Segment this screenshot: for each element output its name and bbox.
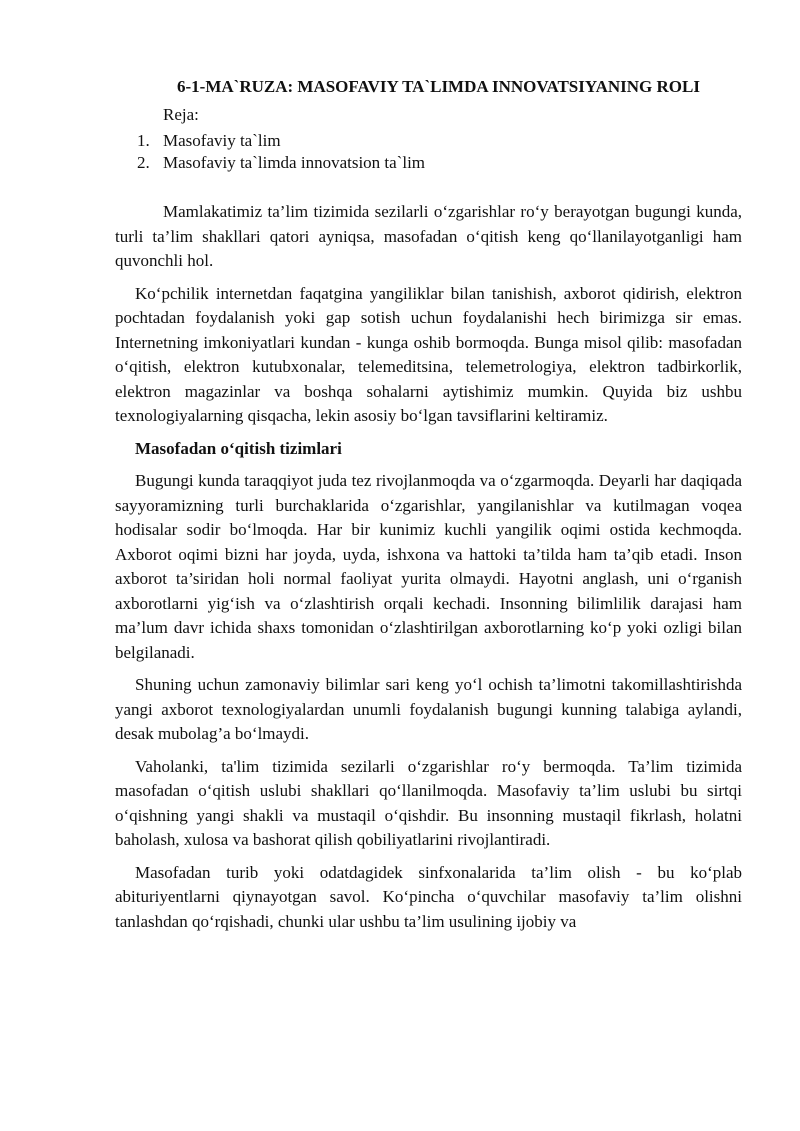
paragraph-progress: Bugungi kunda taraqqiyot juda tez rivojlanmoqda va o‘zgarmoqda. Deyarli har daqiqada sayyoramizning turli burchaklarida o‘zgarishlar, yangilanishlar va kutilmagan voqea hodisalar sodir bo‘lmoqda. Har bir kunimiz kuchli yangilik oqimi ostida kechmoqda. Axborot oqimi bizni har joyda, uyda, ishxona va hattoki ta’tilda ham ta’qib etadi. Inson axborot ta’siridan holi normal faoliyat yurita olmaydi. Hayotni anglash, uni o‘rganish axborotlarni yig‘ish va o‘zlashtirish orqali kechadi. Insonning bilimlilik darajasi ham ma’lum davr ichida shaxs tomonidan o‘zlashtirilgan axborotlarning ko‘p yoki ozligi bilan belgilanadi.: [115, 471, 742, 662]
paragraph-intro: Mamlakatimiz ta’lim tizimida sezilarli o‘zgarishlar ro‘y berayotgan bugungi kunda, turli ta’lim shakllari qatori ayniqsa, masofadan o‘qitish keng qo‘llanilayotganligi ham quvonchli hol.: [115, 202, 742, 270]
plan-item: [115, 130, 742, 152]
plan-item: [115, 152, 742, 174]
document-title: 6-1-MA`RUZA: MASOFAVIY TA`LIMDA INNOVATSIYANING ROLI: [177, 77, 700, 96]
plan-item-text: Masofaviy ta`lim: [163, 131, 281, 150]
plan-label: Reja:: [163, 105, 199, 124]
paragraph-distance-choice: Masofadan turib yoki odatdagidek sinfxonalarida ta’lim olish - bu ko‘plab abituriyentlarni qiynayotgan savol. Ko‘pincha o‘quvchilar masofaviy ta’lim olishni tanlashdan qo‘rqishadi, chunki ular ushbu ta’lim usulining ijobiy va: [115, 862, 742, 931]
document-page: [115, 74, 742, 934]
plan-item-text: Masofaviy ta`limda innovatsion ta`lim: [163, 153, 426, 172]
paragraph-internet: Ko‘pchilik internetdan faqatgina yangiliklar bilan tanishish, axborot qidirish, elektron pochtadan foydalanish yoki gap sotish uchun foydalanishi hech birimizga sir emas. Internetning imkoniyatlari kundan - kunga oshib bormoqda. Bunga misol qilib: masofadan o‘qitish, elektron kutubxonalar, telemeditsina, telemetrologiya, elektron tadbirkorlik, elektron magazinlar va boshqa sohalarni aytishimiz mumkin. Quyida biz ushbu texnologiyalarning qisqacha, lekin asosiy bo‘lgan tavsiflarini keltiramiz.: [115, 283, 742, 425]
paragraph-education-changes: Vaholanki, ta'lim tizimida sezilarli o‘zgarishlar ro‘y bermoqda. Ta’lim tizimida masofadan o‘qitish uslubi shakllari qo‘llanilmoqda. Masofaviy ta’lim uslubi bu sirtqi o‘qishning yangi shakli va mustaqil o‘qishdir. Bu insonning mustaqil fikrlash, holatni baholash, xulosa va bashorat qilish qobiliyatlarini rivojlantiradi.: [115, 756, 742, 849]
plan-list: [115, 130, 742, 174]
plan-item-number: 2.: [137, 153, 150, 172]
section-heading: Masofadan o‘qitish tizimlari: [135, 438, 342, 458]
paragraph-modern-knowledge: Shuning uchun zamonaviy bilimlar sari keng yo‘l ochish ta’limotni takomillashtirishda yangi axborot texnologiyalardan unumli foydalanish bugungi kunning talabiga aylandi, desak mubolag’a bo‘lmaydi.: [115, 675, 742, 743]
plan-item-number: 1.: [137, 131, 150, 150]
